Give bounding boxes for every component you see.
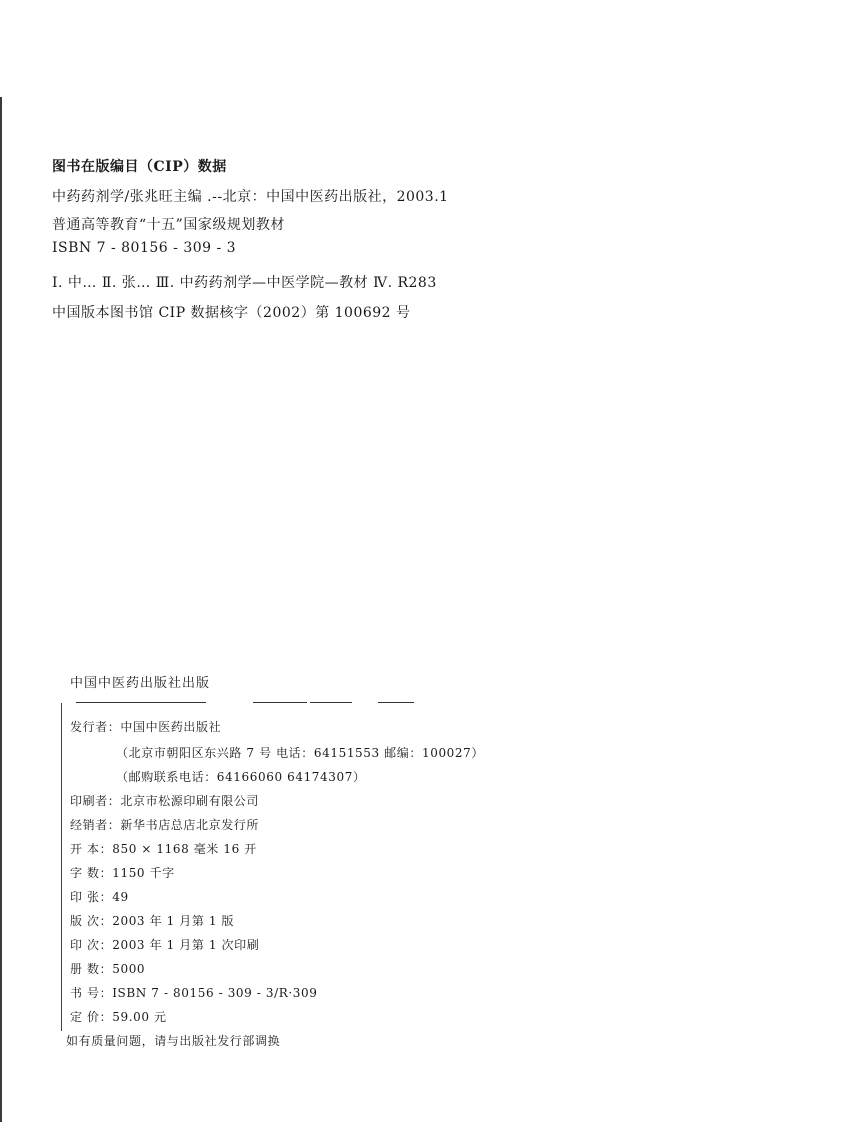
page-edge-line xyxy=(0,97,2,1122)
info-copies xyxy=(70,960,145,977)
info-edition xyxy=(70,912,234,929)
info-seller xyxy=(70,816,259,833)
info-price xyxy=(70,1008,167,1025)
info-label: 字 数： xyxy=(70,866,113,880)
publisher-title: 中国中医药出版社出版 xyxy=(70,676,211,691)
divider-rule xyxy=(253,702,307,703)
info-quality-notice xyxy=(66,1032,280,1049)
cip-line-approval: 中国版本图书馆 CIP 数据核字（2002）第 100692 号 xyxy=(52,305,411,321)
info-sheets xyxy=(70,888,129,905)
info-label: 发行者： xyxy=(70,720,121,734)
info-label: 定 价： xyxy=(70,1010,113,1024)
info-value: 2003 年 1 月第 1 版 xyxy=(112,914,235,928)
info-label: 经销者： xyxy=(70,818,121,832)
cip-line-series: 普通高等教育“十五”国家级规划教材 xyxy=(52,217,285,233)
info-label: 印 张： xyxy=(70,890,113,904)
info-address xyxy=(116,744,484,761)
info-value: 2003 年 1 月第 1 次印刷 xyxy=(112,938,260,952)
info-label: 册 数： xyxy=(70,962,113,976)
info-label: 印刷者： xyxy=(70,794,121,808)
info-value: （邮购联系电话：64166060 64174307） xyxy=(116,770,366,784)
info-format xyxy=(70,840,257,857)
info-label: 开 本： xyxy=(70,842,113,856)
info-value: 1150 千字 xyxy=(112,866,175,880)
divider-rule xyxy=(378,702,414,703)
info-printing xyxy=(70,936,259,953)
info-label: 书 号： xyxy=(70,986,113,1000)
cip-line-isbn: ISBN 7 - 80156 - 309 - 3 xyxy=(52,240,237,256)
info-value: 中国中医药出版社 xyxy=(120,720,222,734)
info-distributor xyxy=(70,718,221,735)
info-word-count xyxy=(70,864,175,881)
info-value: （北京市朝阳区东兴路 7 号 电话：64151553 邮编：100027） xyxy=(116,746,484,760)
info-value: 5000 xyxy=(112,962,146,976)
info-label: 版 次： xyxy=(70,914,113,928)
info-value: ISBN 7 - 80156 - 309 - 3/R·309 xyxy=(112,986,318,1000)
left-border-line xyxy=(61,703,62,1031)
cip-heading: 图书在版编目（CIP）数据 xyxy=(52,159,227,175)
info-label: 印 次： xyxy=(70,938,113,952)
cip-line-title-editor: 中药药剂学/张兆旺主编 .--北京：中国中医药出版社，2003.1 xyxy=(52,189,449,205)
info-value: 北京市松源印刷有限公司 xyxy=(120,794,260,808)
info-book-number xyxy=(70,984,318,1001)
info-value: 新华书店总店北京发行所 xyxy=(120,818,260,832)
info-mail-order xyxy=(116,768,366,785)
info-value: 如有质量问题，请与出版社发行部调换 xyxy=(66,1034,281,1048)
info-value: 49 xyxy=(112,890,129,904)
divider-rule xyxy=(310,702,352,703)
info-value: 59.00 元 xyxy=(112,1010,167,1024)
info-printer xyxy=(70,792,259,809)
divider-rule xyxy=(76,702,206,703)
cip-line-subjects: Ⅰ. 中… Ⅱ. 张… Ⅲ. 中药药剂学—中医学院—教材 Ⅳ. R283 xyxy=(52,275,437,291)
info-value: 850 × 1168 毫米 16 开 xyxy=(112,842,257,856)
